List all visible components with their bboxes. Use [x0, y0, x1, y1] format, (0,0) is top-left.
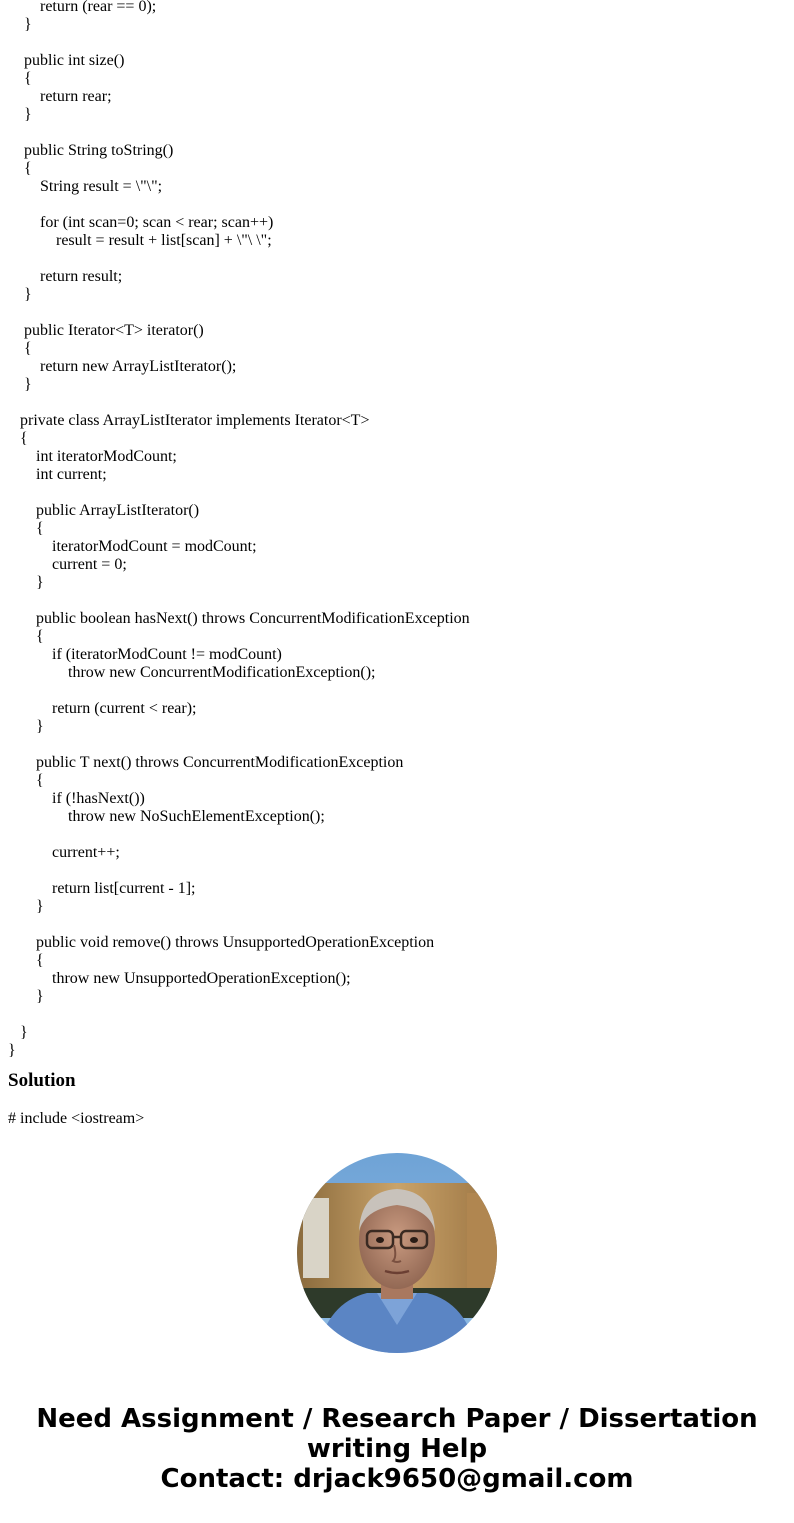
- code-line: public boolean hasNext() throws ConcurrentModificationException: [36, 610, 470, 627]
- code-line: }: [8, 1042, 16, 1059]
- code-line: }: [36, 718, 44, 735]
- code-line: {: [36, 772, 44, 789]
- code-line: public void remove() throws UnsupportedOperationException: [36, 934, 435, 951]
- code-line: {: [36, 628, 44, 645]
- code-line: }: [24, 286, 32, 303]
- code-line: }: [24, 376, 32, 393]
- code-line: return (current < rear);: [52, 700, 197, 717]
- code-line: return list[current - 1];: [52, 880, 196, 897]
- code-line: {: [24, 340, 32, 357]
- code-line: iteratorModCount = modCount;: [52, 538, 257, 555]
- code-line: public T next() throws ConcurrentModificationException: [36, 754, 404, 771]
- promo-line-3: Contact: drjack9650@gmail.com: [160, 1464, 634, 1494]
- code-line: if (iteratorModCount != modCount): [52, 646, 282, 663]
- code-line: throw new NoSuchElementException();: [68, 808, 325, 825]
- code-line: public String toString(): [24, 142, 174, 159]
- code-line: return (rear == 0);: [40, 0, 157, 15]
- code-line: result = result + list[scan] + \"\ \";: [56, 232, 272, 249]
- code-line: }: [36, 898, 44, 915]
- code-line: return rear;: [40, 88, 112, 105]
- code-line: {: [24, 70, 32, 87]
- code-line: }: [36, 574, 44, 591]
- code-line: throw new UnsupportedOperationException();: [52, 970, 351, 987]
- code-line: {: [36, 952, 44, 969]
- promo-line-1: Need Assignment / Research Paper / Dissertation: [36, 1404, 758, 1434]
- code-line: current++;: [52, 844, 120, 861]
- code-line: for (int scan=0; scan < rear; scan++): [40, 214, 274, 231]
- code-line: return result;: [40, 268, 123, 285]
- author-avatar: [297, 1153, 497, 1353]
- code-line: if (!hasNext()): [52, 790, 145, 807]
- code-line: {: [24, 160, 32, 177]
- code-line: int iteratorModCount;: [36, 448, 177, 465]
- code-line: current = 0;: [52, 556, 127, 573]
- code-line: }: [24, 16, 32, 33]
- code-line: private class ArrayListIterator implements Iterator<T>: [20, 412, 370, 429]
- solution-code-first-line: # include <iostream>: [8, 1110, 145, 1123]
- code-line: }: [36, 988, 44, 1005]
- code-line: int current;: [36, 466, 107, 483]
- code-line: }: [20, 1024, 28, 1041]
- solution-code-clip: [0, 1106, 794, 1123]
- code-line: {: [20, 430, 28, 447]
- code-line: return new ArrayListIterator();: [40, 358, 237, 375]
- code-line: {: [36, 520, 44, 537]
- code-line: throw new ConcurrentModificationException();: [68, 664, 376, 681]
- code-line: public Iterator<T> iterator(): [24, 322, 204, 339]
- promo-line-2: writing Help: [306, 1434, 488, 1464]
- code-line: String result = \"\";: [40, 178, 163, 195]
- code-line: public ArrayListIterator(): [36, 502, 200, 519]
- code-line: public int size(): [24, 52, 125, 69]
- author-portrait-image: [297, 1153, 497, 1353]
- code-line: }: [24, 106, 32, 123]
- solution-heading: Solution: [8, 1070, 76, 1091]
- promo-banner: [0, 1404, 794, 1494]
